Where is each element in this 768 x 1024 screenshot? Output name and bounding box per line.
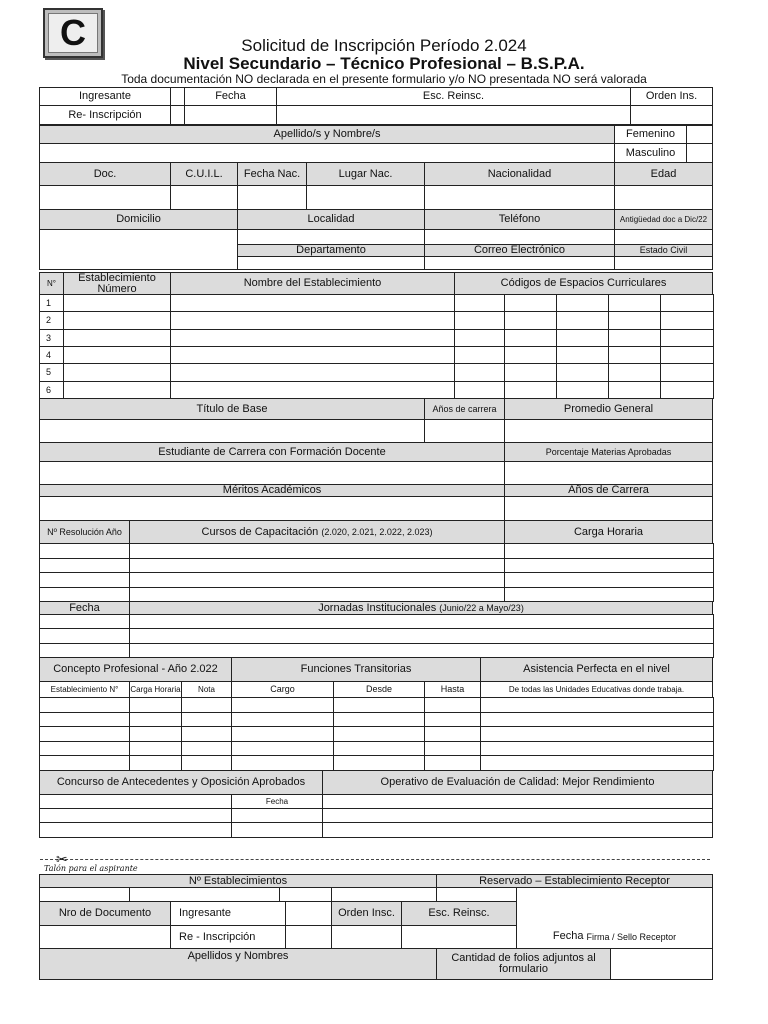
jornadas-fecha-label: Fecha — [39, 601, 130, 615]
telefono-label: Teléfono — [424, 209, 615, 230]
logo-letter: C — [48, 13, 98, 53]
fecha-label: Fecha — [184, 87, 277, 106]
conc-carga-field[interactable] — [129, 741, 182, 756]
conc-desde-field[interactable] — [333, 712, 425, 727]
talon-orden-label: Orden Insc. — [331, 901, 402, 926]
codigo-field[interactable] — [608, 311, 661, 330]
codigo-field[interactable] — [660, 311, 714, 330]
est-numero-field[interactable] — [63, 363, 171, 382]
codigo-field[interactable] — [556, 381, 609, 399]
jornada-fecha-field[interactable] — [39, 614, 130, 629]
estudiante-field[interactable] — [39, 461, 505, 485]
concurso-fecha-field-3[interactable] — [231, 822, 323, 838]
codigo-field[interactable] — [504, 294, 557, 312]
talon-est-field-5[interactable] — [436, 887, 517, 902]
talon-cantidad-field[interactable] — [610, 948, 713, 980]
codigo-field[interactable] — [504, 363, 557, 382]
anos-carrera-field[interactable] — [424, 419, 505, 443]
curso-nombre-field[interactable] — [129, 572, 505, 588]
conc-cargo-field[interactable] — [231, 741, 334, 756]
talon-est-field-4[interactable] — [331, 887, 437, 902]
conc-carga-field[interactable] — [129, 726, 182, 742]
talon-esc-label: Esc. Reinsc. — [401, 901, 517, 926]
talon-est-field-1[interactable] — [39, 887, 130, 902]
talon-reservado-label: Reservado – Establecimiento Receptor — [436, 874, 713, 888]
antiguedad-label: Antigüedad doc a Dic/22 — [614, 209, 713, 230]
conc-desde-field[interactable] — [333, 726, 425, 742]
concurso-label: Concurso de Antecedentes y Oposición Aprobados — [39, 770, 323, 795]
est-row-number: 5 — [39, 363, 64, 382]
femenino-checkbox[interactable] — [686, 125, 713, 144]
doc-field[interactable] — [39, 185, 171, 210]
conc-est-field[interactable] — [39, 726, 130, 742]
jornada-nombre-field[interactable] — [129, 628, 714, 644]
conc-cargo-field[interactable] — [231, 697, 334, 713]
promedio-label: Promedio General — [504, 398, 713, 420]
curso-carga-field[interactable] — [504, 572, 714, 588]
conc-nota-field[interactable] — [181, 712, 232, 727]
concurso-field-1[interactable] — [39, 794, 232, 809]
meritos-label: Méritos Académicos — [39, 484, 505, 497]
conc-hasta-field[interactable] — [424, 697, 481, 713]
codigo-field[interactable] — [608, 381, 661, 399]
talon-est-field-2[interactable] — [129, 887, 280, 902]
conc-nota-field[interactable] — [181, 726, 232, 742]
talon-fecha-label: Fecha — [552, 930, 584, 942]
antiguedad-field[interactable] — [614, 229, 713, 245]
codigo-field[interactable] — [556, 346, 609, 364]
codigo-field[interactable] — [454, 311, 505, 330]
est-nombre-field[interactable] — [170, 329, 455, 347]
anos-carrera-label: Años de carrera — [424, 398, 505, 420]
domicilio-field[interactable] — [39, 229, 238, 270]
est-nombre-field[interactable] — [170, 294, 455, 312]
curso-resolucion-field[interactable] — [39, 543, 130, 559]
curso-carga-field[interactable] — [504, 587, 714, 602]
est-row-number: 6 — [39, 381, 64, 399]
talon-reinsc-label: Re - Inscripción — [170, 925, 286, 949]
codigo-field[interactable] — [608, 329, 661, 347]
cuil-label: C.U.I.L. — [170, 162, 238, 186]
conc-todas-header: De todas las Unidades Educativas donde trabaja. — [480, 681, 713, 698]
porcentaje-label: Porcentaje Materias Aprobadas — [504, 442, 713, 462]
conc-cargo-field[interactable] — [231, 712, 334, 727]
conc-asistencia-field[interactable] — [480, 697, 714, 713]
conc-carga-field[interactable] — [129, 697, 182, 713]
codigo-field[interactable] — [454, 381, 505, 399]
talon-nro-doc-field[interactable] — [39, 925, 171, 949]
lugar-nac-label: Lugar Nac. — [306, 162, 425, 186]
jornada-nombre-field[interactable] — [129, 643, 714, 658]
curso-nombre-field[interactable] — [129, 543, 505, 559]
localidad-field[interactable] — [237, 229, 425, 245]
domicilio-label: Domicilio — [39, 209, 238, 230]
nacionalidad-field[interactable] — [424, 185, 615, 210]
est-numero-field[interactable] — [63, 329, 171, 347]
codigo-field[interactable] — [504, 346, 557, 364]
telefono-field[interactable] — [424, 229, 615, 245]
conc-est-field[interactable] — [39, 712, 130, 727]
conc-est-n-header: Establecimiento N° — [39, 681, 130, 698]
concurso-field-2[interactable] — [39, 808, 232, 823]
codigo-field[interactable] — [660, 381, 714, 399]
meritos-field[interactable] — [39, 496, 505, 521]
est-nombre-field[interactable] — [170, 381, 455, 399]
talon-n-est-label: Nº Establecimientos — [39, 874, 437, 888]
conc-carga-field[interactable] — [129, 712, 182, 727]
curso-carga-field[interactable] — [504, 558, 714, 573]
conc-est-field[interactable] — [39, 741, 130, 756]
estudiante-label: Estudiante de Carrera con Formación Docente — [39, 442, 505, 462]
resolucion-label: Nº Resolución Año — [39, 520, 130, 544]
form-notice: Toda documentación NO declarada en el presente formulario y/o NO presentada NO será valorada — [121, 72, 647, 86]
anos-carrera-2-label: Años de Carrera — [504, 484, 713, 497]
conc-cargo-field[interactable] — [231, 726, 334, 742]
concurso-field-3[interactable] — [39, 822, 232, 838]
codigo-field[interactable] — [608, 346, 661, 364]
conc-carga-header: Carga Horaria — [129, 681, 182, 698]
est-row-number: 3 — [39, 329, 64, 347]
codigo-field[interactable] — [556, 294, 609, 312]
talon-label: Talón para el aspirante — [44, 864, 138, 873]
conc-cargo-field[interactable] — [231, 755, 334, 771]
curso-resolucion-field[interactable] — [39, 587, 130, 602]
est-nombre-field[interactable] — [170, 363, 455, 382]
conc-asistencia-field[interactable] — [480, 726, 714, 742]
cursos-label — [129, 520, 505, 544]
operativo-field-2[interactable] — [322, 808, 713, 823]
est-numero-field[interactable] — [63, 381, 171, 399]
talon-apellidos-label: Apellidos y Nombres — [39, 948, 437, 980]
curso-nombre-field[interactable] — [129, 587, 505, 602]
est-numero-field[interactable] — [63, 311, 171, 330]
talon-est-field-3[interactable] — [279, 887, 332, 902]
conc-est-field[interactable] — [39, 755, 130, 771]
conc-hasta-header: Hasta — [424, 681, 481, 698]
talon-cantidad-label: Cantidad de folios adjuntos al formulario — [436, 948, 611, 980]
titulo-base-field[interactable] — [39, 419, 425, 443]
concurso-fecha-label: Fecha — [231, 794, 323, 809]
conc-nota-header: Nota — [181, 681, 232, 698]
masculino-checkbox[interactable] — [686, 143, 713, 163]
lugar-nac-field[interactable] — [306, 185, 425, 210]
talon-ingresante-checkbox[interactable] — [285, 901, 332, 926]
estado-civil-label: Estado Civil — [614, 244, 713, 257]
talon-nro-doc-label: Nro de Documento — [39, 901, 171, 926]
codigo-field[interactable] — [660, 329, 714, 347]
edad-field[interactable] — [614, 185, 713, 210]
cursos-carga-label: Carga Horaria — [504, 520, 713, 544]
curso-carga-field[interactable] — [504, 543, 714, 559]
conc-hasta-field[interactable] — [424, 726, 481, 742]
talon-orden-field[interactable] — [331, 925, 402, 949]
codigo-field[interactable] — [504, 381, 557, 399]
conc-hasta-field[interactable] — [424, 755, 481, 771]
correo-field[interactable] — [424, 256, 615, 270]
curso-nombre-field[interactable] — [129, 558, 505, 573]
est-row-number: 4 — [39, 346, 64, 364]
conc-asistencia-field[interactable] — [480, 712, 714, 727]
conc-cargo-header: Cargo — [231, 681, 334, 698]
codigo-field[interactable] — [608, 294, 661, 312]
orden-ins-label: Orden Ins. — [630, 87, 713, 106]
est-numero-field[interactable] — [63, 346, 171, 364]
codigo-field[interactable] — [504, 329, 557, 347]
est-numero-header: Establecimiento Número — [63, 272, 171, 295]
cursos-title: Cursos de Capacitación — [201, 525, 319, 538]
codigo-field[interactable] — [556, 363, 609, 382]
est-nombre-field[interactable] — [170, 311, 455, 330]
asistencia-label: Asistencia Perfecta en el nivel — [480, 657, 713, 682]
promedio-field[interactable] — [504, 419, 713, 443]
conc-desde-field[interactable] — [333, 741, 425, 756]
conc-hasta-field[interactable] — [424, 712, 481, 727]
codigo-field[interactable] — [454, 363, 505, 382]
talon-firma-label: Firma / Sello Receptor — [586, 932, 677, 942]
funciones-label: Funciones Transitorias — [231, 657, 481, 682]
conc-desde-header: Desde — [333, 681, 425, 698]
conc-asistencia-field[interactable] — [480, 755, 714, 771]
departamento-label: Departamento — [237, 244, 425, 257]
conc-desde-field[interactable] — [333, 697, 425, 713]
curso-resolucion-field[interactable] — [39, 572, 130, 588]
form-title: Solicitud de Inscripción Período 2.024 — [241, 36, 527, 55]
apellidos-field[interactable] — [39, 143, 615, 163]
codigo-field[interactable] — [556, 311, 609, 330]
estado-civil-field[interactable] — [614, 256, 713, 270]
est-numero-field[interactable] — [63, 294, 171, 312]
orden-ins-field[interactable] — [630, 105, 713, 125]
scissors-icon: ✂ — [56, 851, 68, 867]
jornada-fecha-field[interactable] — [39, 628, 130, 644]
concepto-label: Concepto Profesional - Año 2.022 — [39, 657, 232, 682]
reinscripcion-label: Re- Inscripción — [39, 105, 171, 125]
ingresante-label: Ingresante — [39, 87, 171, 106]
conc-desde-field[interactable] — [333, 755, 425, 771]
edad-label: Edad — [614, 162, 713, 186]
talon-ingresante-label: Ingresante — [170, 901, 286, 926]
talon-reinsc-checkbox[interactable] — [285, 925, 332, 949]
cuil-field[interactable] — [170, 185, 238, 210]
conc-nota-field[interactable] — [181, 697, 232, 713]
codigo-field[interactable] — [454, 346, 505, 364]
curso-resolucion-field[interactable] — [39, 558, 130, 573]
reinscripcion-checkbox[interactable] — [170, 105, 185, 125]
jornada-fecha-field[interactable] — [39, 643, 130, 658]
masculino-label: Masculino — [614, 143, 687, 163]
codigo-field[interactable] — [504, 311, 557, 330]
conc-est-field[interactable] — [39, 697, 130, 713]
conc-carga-field[interactable] — [129, 755, 182, 771]
jornada-nombre-field[interactable] — [129, 614, 714, 629]
fecha-nac-label: Fecha Nac. — [237, 162, 307, 186]
talon-receptor-box — [516, 887, 713, 949]
esc-reinsc-field[interactable] — [276, 105, 631, 125]
operativo-field-3[interactable] — [322, 822, 713, 838]
codigo-field[interactable] — [660, 346, 714, 364]
codigo-field[interactable] — [454, 294, 505, 312]
codigos-header: Códigos de Espacios Curriculares — [454, 272, 713, 295]
est-row-number: 1 — [39, 294, 64, 312]
est-row-number: 2 — [39, 311, 64, 330]
codigo-field[interactable] — [660, 363, 714, 382]
femenino-label: Femenino — [614, 125, 687, 144]
nacionalidad-label: Nacionalidad — [424, 162, 615, 186]
apellidos-label: Apellido/s y Nombre/s — [39, 125, 615, 144]
concurso-fecha-field-2[interactable] — [231, 808, 323, 823]
cut-line — [40, 859, 710, 860]
jornadas-title: Jornadas Institucionales — [318, 601, 437, 614]
conc-asistencia-field[interactable] — [480, 741, 714, 756]
titulo-base-label: Título de Base — [39, 398, 425, 420]
esc-reinsc-label: Esc. Reinsc. — [276, 87, 631, 106]
correo-label: Correo Electrónico — [424, 244, 615, 257]
jornadas-label — [129, 601, 713, 615]
conc-nota-field[interactable] — [181, 741, 232, 756]
conc-nota-field[interactable] — [181, 755, 232, 771]
localidad-label: Localidad — [237, 209, 425, 230]
codigo-field[interactable] — [556, 329, 609, 347]
ingresante-checkbox[interactable] — [170, 87, 185, 106]
talon-esc-field[interactable] — [401, 925, 517, 949]
codigo-field[interactable] — [454, 329, 505, 347]
num-col-header: N° — [39, 272, 64, 295]
codigo-field[interactable] — [608, 363, 661, 382]
fecha-field[interactable] — [184, 105, 277, 125]
codigo-field[interactable] — [660, 294, 714, 312]
jornadas-range: (Junio/22 a Mayo/23) — [439, 602, 524, 613]
nombre-est-header: Nombre del Establecimiento — [170, 272, 455, 295]
anos-carrera-2-field[interactable] — [504, 496, 713, 521]
porcentaje-field[interactable] — [504, 461, 713, 485]
departamento-field[interactable] — [237, 256, 425, 270]
est-nombre-field[interactable] — [170, 346, 455, 364]
fecha-nac-field[interactable] — [237, 185, 307, 210]
operativo-field-1[interactable] — [322, 794, 713, 809]
conc-hasta-field[interactable] — [424, 741, 481, 756]
cursos-years: (2.020, 2.021, 2.022, 2.023) — [321, 526, 433, 537]
operativo-label: Operativo de Evaluación de Calidad: Mejor Rendimiento — [322, 770, 713, 795]
form-subtitle: Nivel Secundario – Técnico Profesional – B.S.P.A. — [183, 54, 585, 73]
doc-label: Doc. — [39, 162, 171, 186]
